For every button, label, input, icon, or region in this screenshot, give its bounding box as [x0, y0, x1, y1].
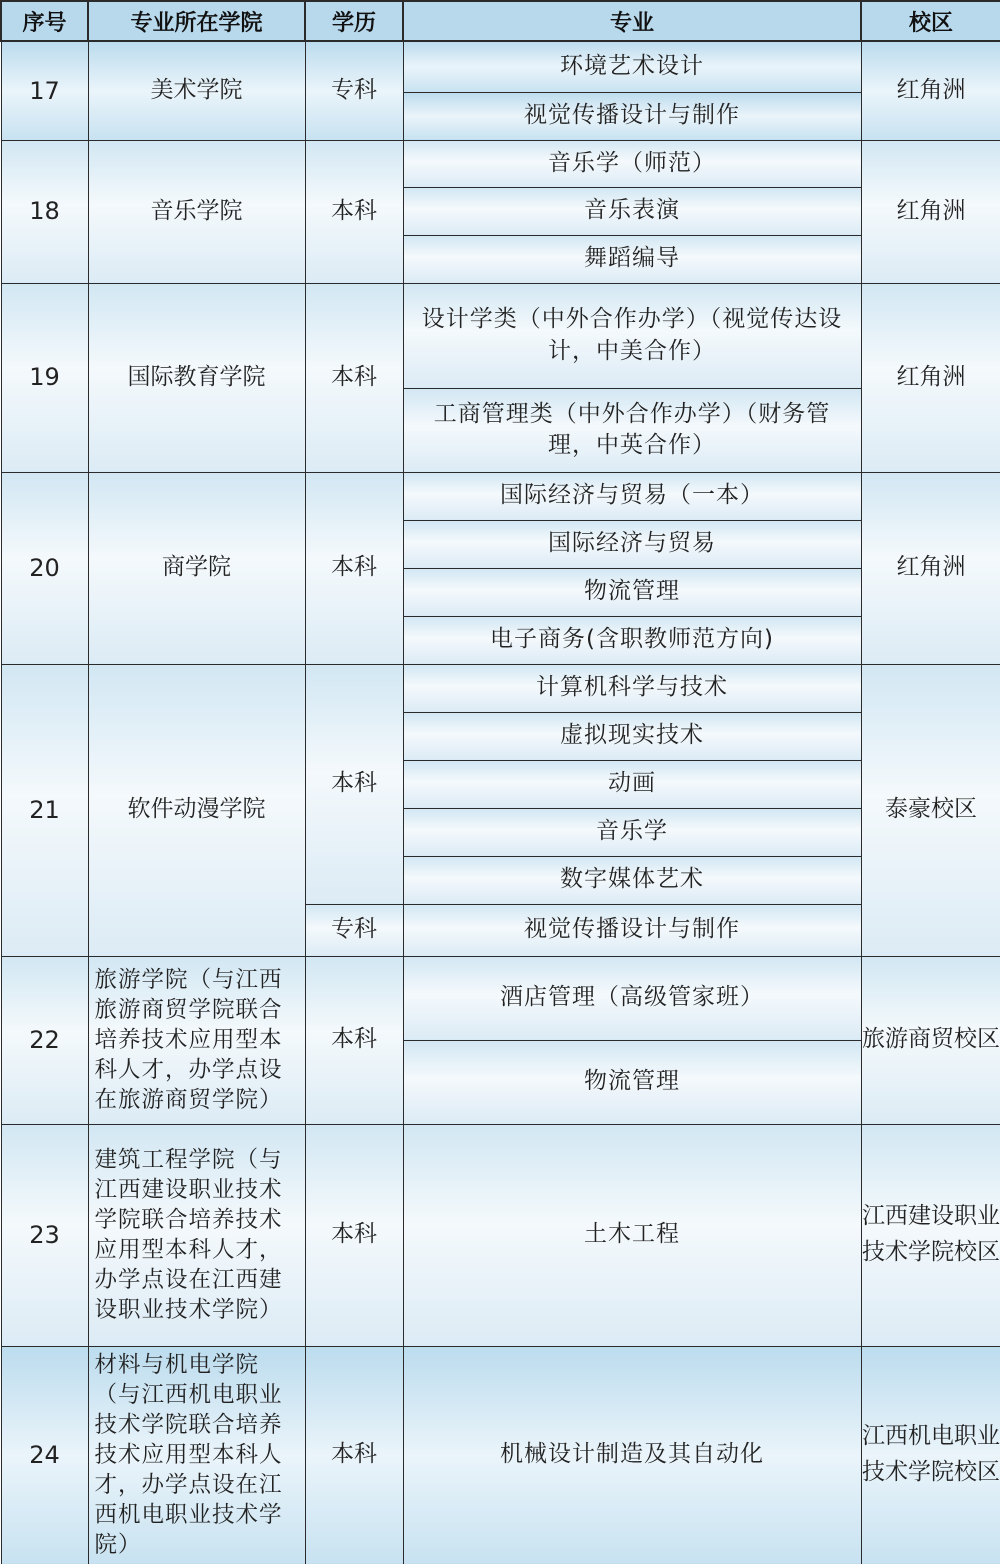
major-name: 物流管理 — [403, 1040, 861, 1124]
major-name: 数字媒体艺术 — [403, 856, 861, 904]
degree-level: 本科 — [305, 140, 403, 283]
row-number: 19 — [1, 283, 88, 472]
campus-name: 红角洲 — [861, 472, 1000, 664]
header-major: 专业 — [403, 1, 861, 41]
major-name: 工商管理类（中外合作办学）（财务管理，中英合作） — [403, 388, 861, 472]
major-name: 国际经济与贸易 — [403, 520, 861, 568]
campus-name: 江西建设职业技术学院校区 — [861, 1124, 1000, 1346]
major-name: 动画 — [403, 760, 861, 808]
major-name: 电子商务(含职教师范方向) — [403, 616, 861, 664]
header-college: 专业所在学院 — [88, 1, 305, 41]
college-name: 旅游学院（与江西旅游商贸学院联合培养技术应用型本科人才，办学点设在旅游商贸学院） — [88, 956, 305, 1124]
row-number: 23 — [1, 1124, 88, 1346]
campus-name: 泰豪校区 — [861, 664, 1000, 956]
degree-level: 本科 — [305, 1346, 403, 1564]
row-number: 17 — [1, 41, 88, 140]
table-row — [1, 140, 1000, 187]
degree-level: 专科 — [305, 904, 403, 956]
major-name: 虚拟现实技术 — [403, 712, 861, 760]
row-number: 24 — [1, 1346, 88, 1564]
header-row — [1, 1, 1000, 41]
degree-level: 本科 — [305, 956, 403, 1124]
major-name: 环境艺术设计 — [403, 41, 861, 92]
major-name: 机械设计制造及其自动化 — [403, 1346, 861, 1564]
degree-level: 专科 — [305, 41, 403, 140]
campus-name: 旅游商贸校区 — [861, 956, 1000, 1124]
row-number: 21 — [1, 664, 88, 956]
header-degree: 学历 — [305, 1, 403, 41]
table-row — [1, 41, 1000, 92]
degree-level: 本科 — [305, 472, 403, 664]
major-name: 土木工程 — [403, 1124, 861, 1346]
campus-name: 江西机电职业技术学院校区 — [861, 1346, 1000, 1564]
table-row — [1, 472, 1000, 520]
table-row — [1, 1124, 1000, 1346]
campus-name: 红角洲 — [861, 283, 1000, 472]
major-name: 视觉传播设计与制作 — [403, 904, 861, 956]
major-name: 计算机科学与技术 — [403, 664, 861, 712]
row-number: 18 — [1, 140, 88, 283]
table-row — [1, 283, 1000, 388]
table-row — [1, 664, 1000, 712]
major-name: 音乐学（师范） — [403, 140, 861, 187]
table-row — [1, 1346, 1000, 1564]
college-name: 音乐学院 — [88, 140, 305, 283]
major-name: 设计学类（中外合作办学）（视觉传达设计，中美合作） — [403, 283, 861, 388]
major-name: 舞蹈编导 — [403, 235, 861, 283]
major-name: 视觉传播设计与制作 — [403, 92, 861, 140]
major-name: 音乐表演 — [403, 187, 861, 235]
degree-level: 本科 — [305, 664, 403, 904]
college-name: 建筑工程学院（与江西建设职业技术学院联合培养技术应用型本科人才，办学点设在江西建设职业技术学院） — [88, 1124, 305, 1346]
major-name: 音乐学 — [403, 808, 861, 856]
row-number: 22 — [1, 956, 88, 1124]
college-name: 软件动漫学院 — [88, 664, 305, 956]
major-name: 国际经济与贸易（一本） — [403, 472, 861, 520]
degree-level: 本科 — [305, 283, 403, 472]
header-campus: 校区 — [861, 1, 1000, 41]
header-no: 序号 — [1, 1, 88, 41]
degree-level: 本科 — [305, 1124, 403, 1346]
table-row — [1, 956, 1000, 1040]
campus-name: 红角洲 — [861, 140, 1000, 283]
row-number: 20 — [1, 472, 88, 664]
major-name: 酒店管理（高级管家班） — [403, 956, 861, 1040]
college-name: 国际教育学院 — [88, 283, 305, 472]
college-name: 商学院 — [88, 472, 305, 664]
college-name: 材料与机电学院（与江西机电职业技术学院联合培养技术应用型本科人才，办学点设在江西机电职业技术学院） — [88, 1346, 305, 1564]
college-name: 美术学院 — [88, 41, 305, 140]
major-name: 物流管理 — [403, 568, 861, 616]
campus-name: 红角洲 — [861, 41, 1000, 140]
